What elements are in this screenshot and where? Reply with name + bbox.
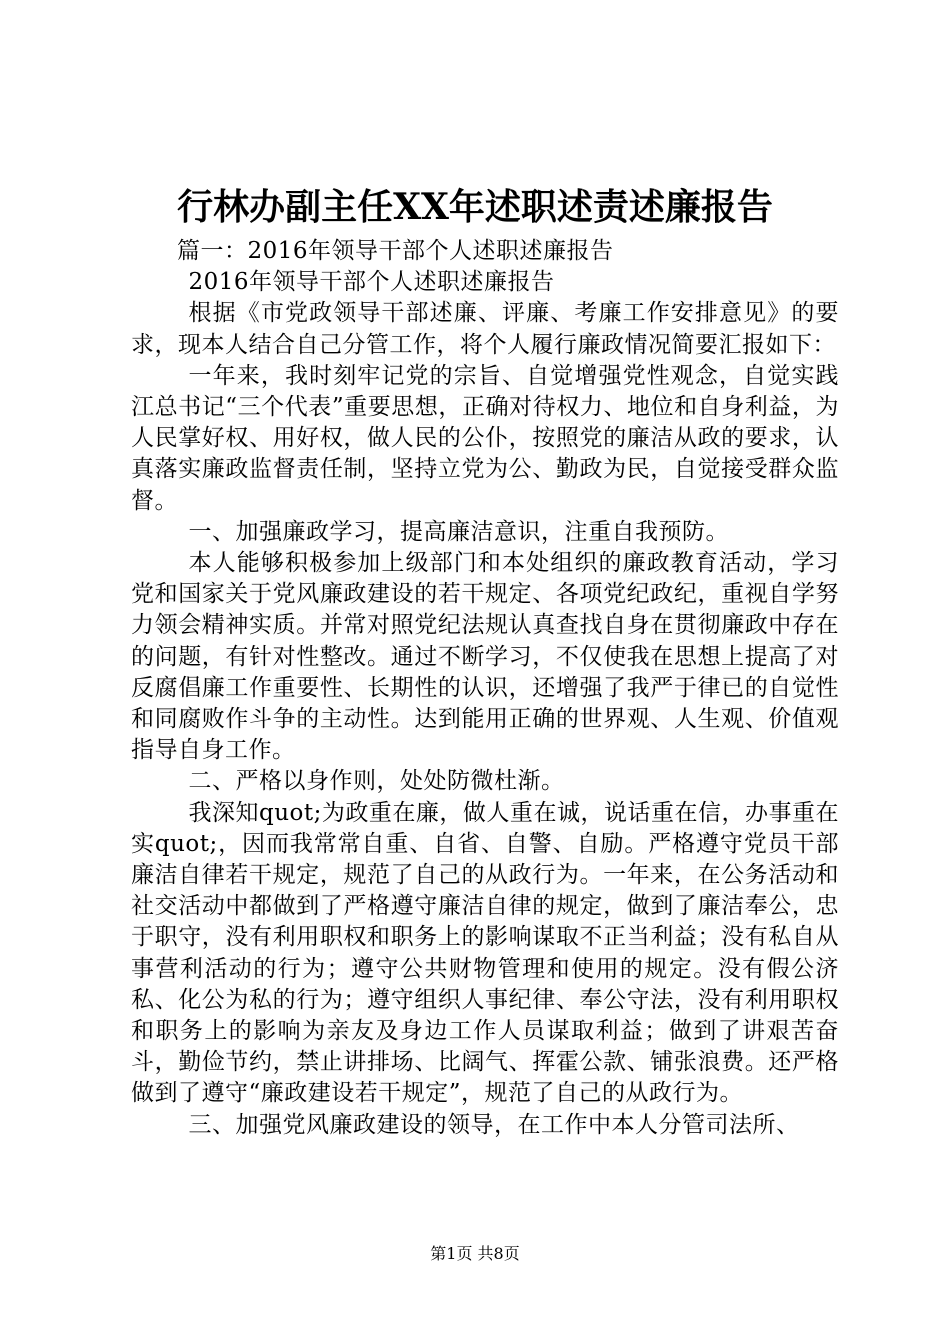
section-heading-paragraph: 篇一：2016年领导干部个人述职述廉报告 — [177, 238, 614, 264]
document-title: 行林办副主任XX年述职述责述廉报告 — [177, 186, 773, 228]
section-heading-paragraph: 三、加强党风廉政建设的领导，在工作中本人分管司法所、 — [188, 1111, 800, 1138]
body-paragraph: 本人能够积极参加上级部门和本处组织的廉政教育活动，学习党和国家关于党风廉政建设的若干规定、各项党纪政纪，重视自学努力领会精神实质。并常对照党纪法规认真查找自身在贯彻廉政中存在的问题，有针对性整改。通过不断学习，不仅使我在思想上提高了对反腐倡廉工作重要性、长期性的认识，还增强了我严于律已的自觉性和同腐败作斗争的主动性。达到能用正确的世界观、人生观、价值观指导自身工作。 — [131, 550, 839, 764]
body-paragraph: 我深知quot;为政重在廉，做人重在诚，说话重在信，办事重在实quot;，因而我常常自重、自省、自警、自励。严格遵守党员干部廉洁自律若干规定，规范了自己的从政行为。一年来，在公务活动和社交活动中都做到了严格遵守廉洁自律的规定，做到了廉洁奉公，忠于职守，没有利用职权和职务上的影响谋取不正当利益；没有私自从事营利活动的行为；遵守公共财物管理和使用的规定。没有假公济私、化公为私的行为；遵守组织人事纪律、奉公守法，没有利用职权和职务上的影响为亲友及身边工作人员谋取利益；做到了讲艰苦奋斗，勤俭节约，禁止讲排场、比阔气、挥霍公款、铺张浪费。还严格做到了遵守“廉政建设若干规定”，规范了自己的从政行为。 — [131, 799, 839, 1107]
report-subtitle-paragraph: 2016年领导干部个人述职述廉报告 — [188, 269, 555, 296]
body-paragraph: 一年来，我时刻牢记党的宗旨、自觉增强党性观念，自觉实践江总书记“三个代表”重要思想，正确对待权力、地位和自身利益，为人民掌好权、用好权，做人民的公仆，按照党的廉洁从政的要求，认真落实廉政监督责任制，坚持立党为公、勤政为民，自觉接受群众监督。 — [131, 362, 839, 514]
body-paragraph: 根据《市党政领导干部述廉、评廉、考廉工作安排意见》的要求，现本人结合自己分管工作，将个人履行廉政情况简要汇报如下： — [131, 300, 839, 358]
document-body — [131, 236, 839, 1141]
section-heading-paragraph: 一、加强廉政学习，提高廉洁意识，注重自我预防。 — [188, 518, 729, 545]
section-heading-paragraph: 二、严格以身作则，处处防微杜渐。 — [188, 768, 565, 795]
page-footer: 第1页 共8页 — [430, 1244, 520, 1263]
